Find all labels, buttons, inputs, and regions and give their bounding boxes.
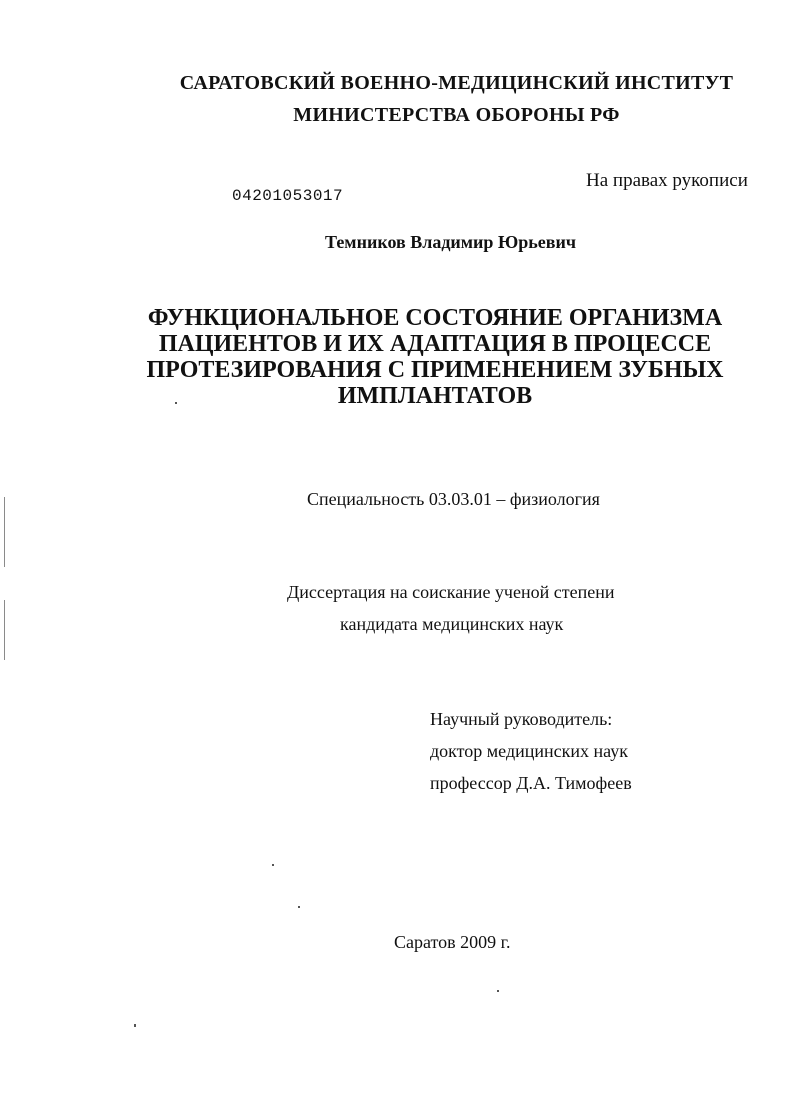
institute-name: САРАТОВСКИЙ ВОЕННО-МЕДИЦИНСКИЙ ИНСТИТУТ <box>179 72 734 94</box>
scan-speck <box>497 990 499 992</box>
supervisor-degree: доктор медицинских наук <box>430 741 628 761</box>
title-line: ПРОТЕЗИРОВАНИЯ С ПРИМЕНЕНИЕМ ЗУБНЫХ <box>146 357 724 383</box>
scan-edge-mark <box>4 600 5 660</box>
scan-speck <box>298 906 300 908</box>
specialty: Специальность 03.03.01 – физиология <box>307 489 600 509</box>
manuscript-rights-note: На правах рукописи <box>586 170 748 191</box>
ministry-name: МИНИСТЕРСТВА ОБОРОНЫ РФ <box>293 104 620 126</box>
scan-edge-mark <box>4 497 5 567</box>
catalog-code: 04201053017 <box>232 187 344 205</box>
degree-line: кандидата медицинских наук <box>340 614 564 634</box>
scan-speck <box>175 402 177 404</box>
scan-speck <box>134 1024 136 1027</box>
title-line: ПАЦИЕНТОВ И ИХ АДАПТАЦИЯ В ПРОЦЕССЕ <box>158 331 712 357</box>
degree-line: Диссертация на соискание ученой степени <box>287 582 615 602</box>
dissertation-title <box>130 305 740 409</box>
author-name: Темников Владимир Юрьевич <box>325 232 576 252</box>
place-and-year: Саратов 2009 г. <box>394 932 511 952</box>
scan-speck <box>272 864 274 866</box>
title-line: ФУНКЦИОНАЛЬНОЕ СОСТОЯНИЕ ОРГАНИЗМА <box>147 305 723 331</box>
supervisor-label: Научный руководитель: <box>430 709 613 729</box>
supervisor-name: профессор Д.А. Тимофеев <box>430 773 632 793</box>
title-line: ИМПЛАНТАТОВ <box>337 383 533 409</box>
